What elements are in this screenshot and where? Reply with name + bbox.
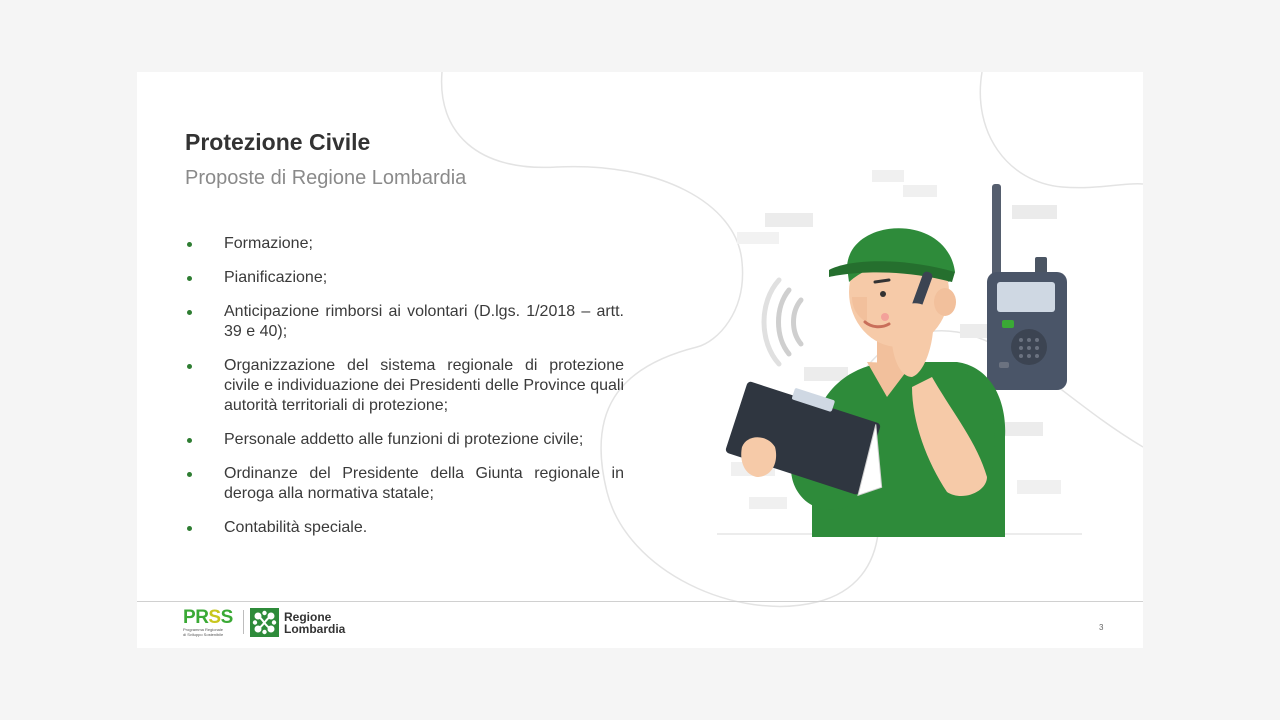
- bullet-text: Organizzazione del sistema regionale di protezione civile e individuazione dei Presidenti delle Province quali autorità territoriali di protezione;: [224, 357, 624, 414]
- bullet-dot: [187, 526, 192, 531]
- walkie-talkie-icon: [987, 184, 1067, 390]
- bullet-dot: [187, 276, 192, 281]
- region-name-line-1: Regione: [284, 610, 332, 624]
- bullet-text: Formazione;: [224, 235, 313, 252]
- bullet-item: [184, 518, 624, 538]
- region-lombardia-wordmark: [284, 611, 345, 635]
- bullet-item: [184, 268, 624, 288]
- bullet-text: Anticipazione rimborsi ai volontari (D.lgs. 1/2018 – artt. 39 e 40);: [224, 303, 624, 340]
- prss-logo: [183, 608, 243, 637]
- bullet-text: Personale addetto alle funzioni di protezione civile;: [224, 431, 584, 448]
- rosa-camuna-icon: [250, 608, 279, 637]
- bullet-dot: [187, 364, 192, 369]
- footer-divider: [137, 601, 1143, 602]
- page-number: 3: [1099, 623, 1104, 632]
- prss-tagline-line-1: Programma Regionale: [183, 627, 224, 632]
- bullet-text: Pianificazione;: [224, 269, 328, 286]
- bullet-list: [184, 234, 624, 552]
- bullet-dot: [187, 310, 192, 315]
- logo-separator: [243, 610, 244, 634]
- slide: [137, 72, 1143, 648]
- region-name-line-2: Lombardia: [284, 622, 346, 636]
- bullet-dot: [187, 438, 192, 443]
- bullet-dot: [187, 242, 192, 247]
- prss-tagline-line-2: di Sviluppo Sostenibile: [183, 631, 224, 637]
- bullet-text: Ordinanze del Presidente della Giunta regionale in deroga alla normativa statale;: [224, 465, 624, 502]
- signal-waves-icon: [764, 280, 801, 364]
- bullet-item: [184, 302, 624, 342]
- bullet-text: Contabilità speciale.: [224, 519, 368, 536]
- bullet-item: [184, 464, 624, 504]
- bullet-dot: [187, 472, 192, 477]
- civil-protection-illustration: [717, 172, 1077, 537]
- bullet-item: [184, 356, 624, 416]
- bullet-item: [184, 430, 624, 450]
- prss-wordmark: PRSS: [183, 607, 233, 628]
- bullet-item: [184, 234, 624, 254]
- slide-title: Protezione Civile: [185, 129, 371, 155]
- slide-subtitle: Proposte di Regione Lombardia: [185, 167, 467, 189]
